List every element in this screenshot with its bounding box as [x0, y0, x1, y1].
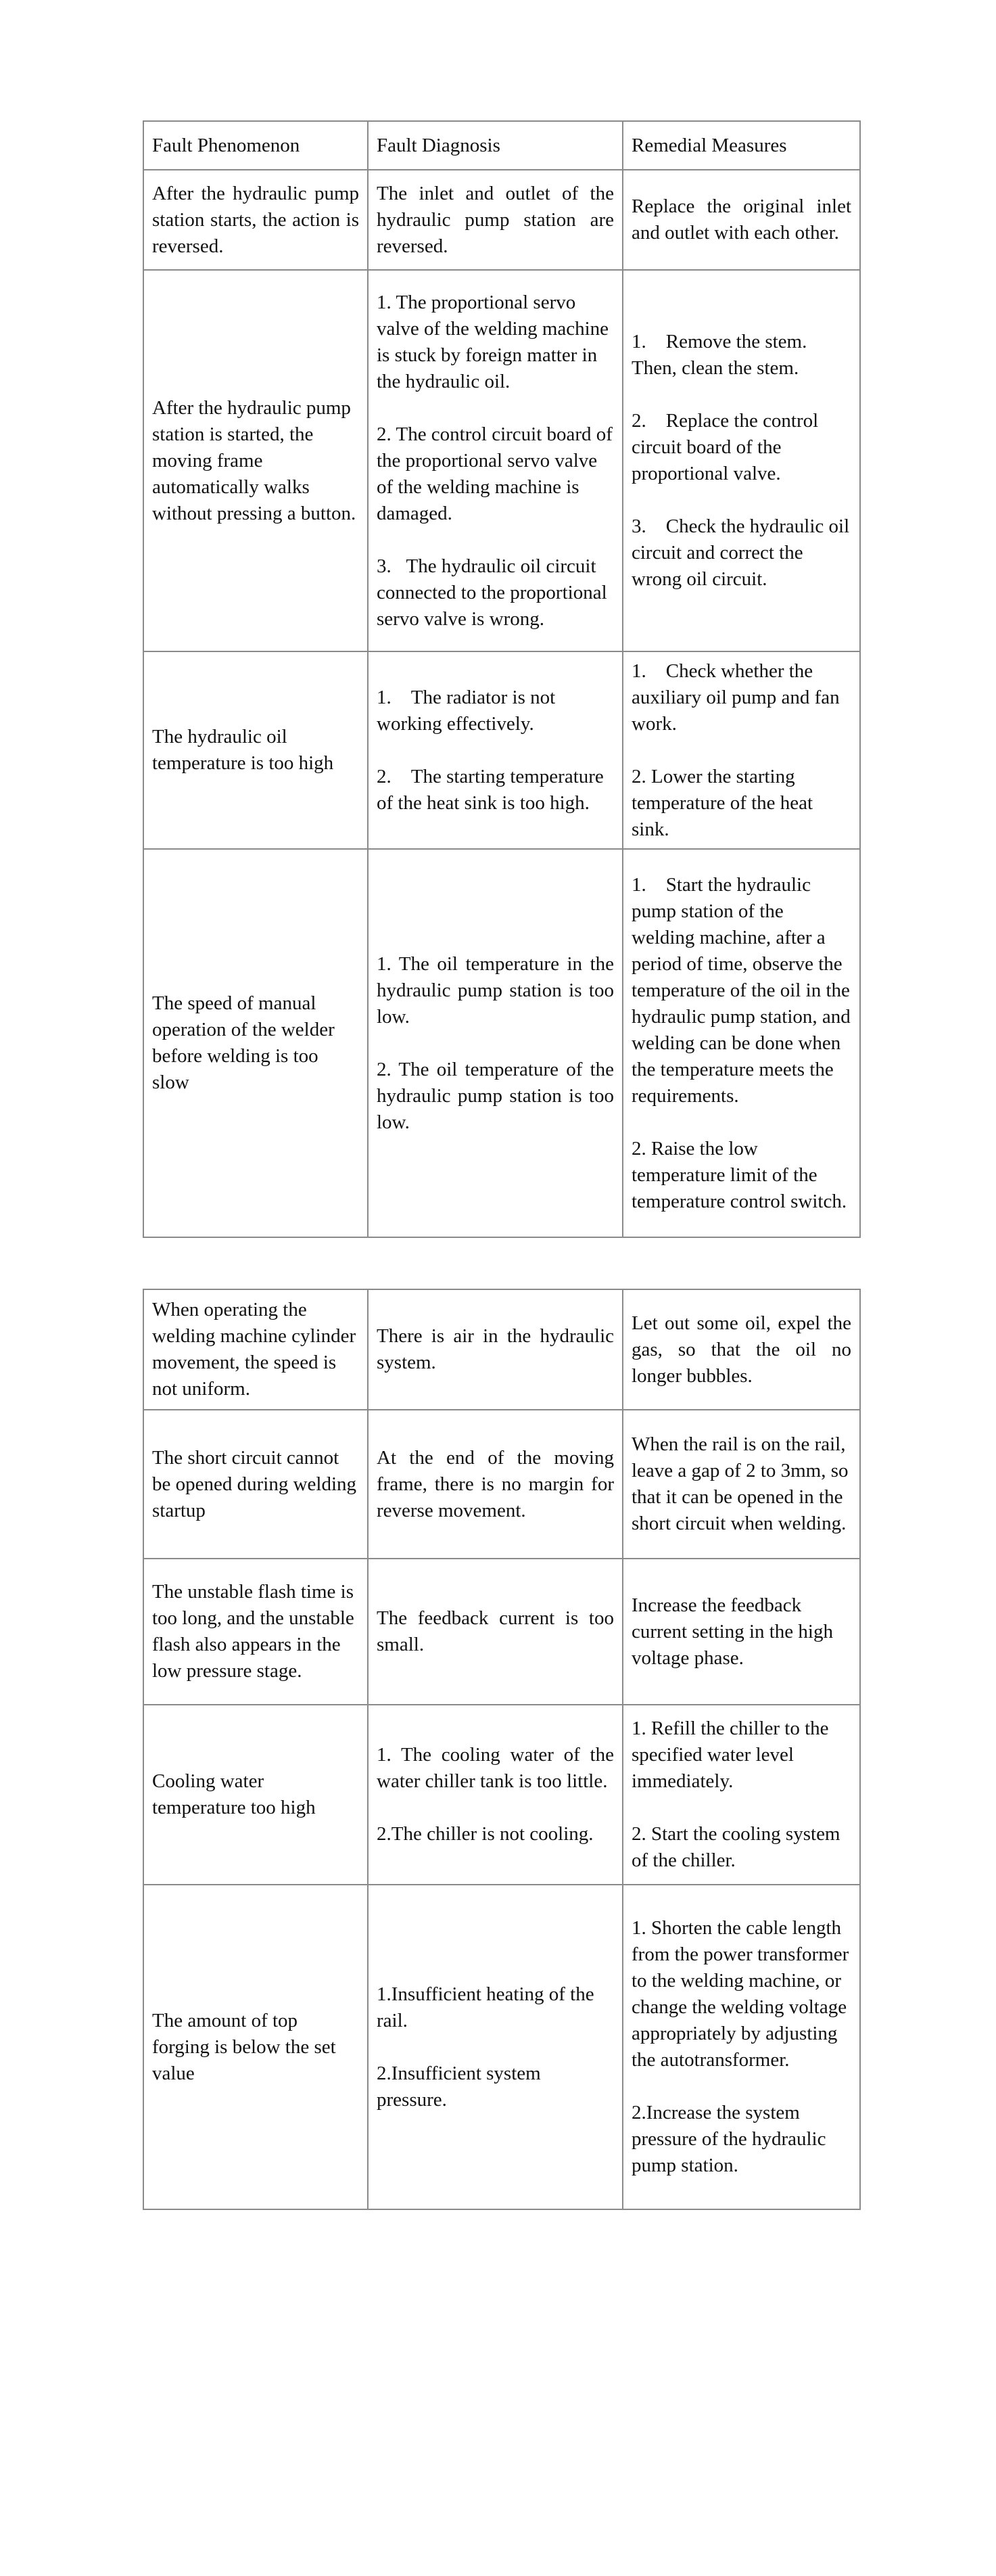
- diagnosis-item: 2. The control circuit board of the proportional servo valve of the welding machine is damaged.: [377, 423, 613, 524]
- remedy-cell: [623, 849, 860, 1237]
- remedy-cell: [623, 1705, 860, 1885]
- table-row: [143, 849, 860, 1237]
- remedy-item: Let out some oil, expel the gas, so that the oil no longer bubbles.: [632, 1312, 851, 1387]
- remedy-item: 3. Check the hydraulic oil circuit and correct the wrong oil circuit.: [632, 515, 850, 590]
- phenomenon-cell: When operating the welding machine cylinder movement, the speed is not uniform.: [143, 1289, 368, 1410]
- phenomenon-cell: The amount of top forging is below the set value: [143, 1885, 368, 2209]
- diagnosis-item: 1. The oil temperature in the hydraulic pump station is too low.: [377, 952, 614, 1028]
- diagnosis-item: The inlet and outlet of the hydraulic pump station are reversed.: [377, 182, 614, 257]
- table-row: [143, 270, 860, 651]
- diagnosis-cell: [368, 1705, 623, 1885]
- remedy-item: 1. Refill the chiller to the specified water level immediately.: [632, 1718, 829, 1792]
- diagnosis-item: 1. The radiator is not working effectively.: [377, 686, 556, 735]
- table-row: [143, 1410, 860, 1559]
- diagnosis-item: 1. The proportional servo valve of the welding machine is stuck by foreign matter in the hydraulic oil.: [377, 291, 609, 392]
- phenomenon-cell: Cooling water temperature too high: [143, 1705, 368, 1885]
- table-row: [143, 170, 860, 270]
- remedy-item: 1. Start the hydraulic pump station of the welding machine, after a period of time, observe the temperature of the oil in the hydraulic pump station, and welding can be done when the temperature meets the requirements.: [632, 873, 851, 1107]
- header-row: [143, 121, 860, 170]
- diagnosis-item: 2. The starting temperature of the heat sink is too high.: [377, 765, 604, 814]
- diagnosis-item: 1.Insufficient heating of the rail.: [377, 1983, 594, 2031]
- remedy-item: Replace the original inlet and outlet with each other.: [632, 196, 851, 244]
- remedy-cell: [623, 1289, 860, 1410]
- diagnosis-cell: [368, 270, 623, 651]
- fault-table-2: [143, 1289, 861, 2210]
- remedy-item: 2. Start the cooling system of the chiller.: [632, 1823, 840, 1871]
- header-fault-phenomenon: Fault Phenomenon: [143, 121, 368, 170]
- diagnosis-cell: [368, 170, 623, 270]
- remedy-cell: [623, 1559, 860, 1705]
- phenomenon-cell: The unstable flash time is too long, and the unstable flash also appears in the low pressure stage.: [143, 1559, 368, 1705]
- remedy-cell: [623, 270, 860, 651]
- remedy-item: 1. Remove the stem. Then, clean the stem.: [632, 331, 807, 379]
- table-row: [143, 1705, 860, 1885]
- remedy-item: 2. Raise the low temperature limit of the temperature control switch.: [632, 1137, 847, 1212]
- phenomenon-cell: After the hydraulic pump station is started, the moving frame automatically walks without pressing a button.: [143, 270, 368, 651]
- phenomenon-cell: The short circuit cannot be opened during welding startup: [143, 1410, 368, 1559]
- diagnosis-cell: [368, 1885, 623, 2209]
- diagnosis-cell: [368, 849, 623, 1237]
- diagnosis-item: The feedback current is too small.: [377, 1607, 614, 1655]
- diagnosis-cell: [368, 1410, 623, 1559]
- remedy-cell: [623, 1885, 860, 2209]
- diagnosis-item: 2.The chiller is not cooling.: [377, 1823, 594, 1845]
- diagnosis-item: 2. The oil temperature of the hydraulic pump station is too low.: [377, 1058, 614, 1133]
- diagnosis-item: At the end of the moving frame, there is no margin for reverse movement.: [377, 1446, 614, 1521]
- header-fault-diagnosis: Fault Diagnosis: [368, 121, 623, 170]
- phenomenon-cell: The hydraulic oil temperature is too high: [143, 651, 368, 849]
- remedy-item: Increase the feedback current setting in the high voltage phase.: [632, 1594, 833, 1669]
- remedy-cell: [623, 170, 860, 270]
- table-row: [143, 651, 860, 849]
- diagnosis-item: 3. The hydraulic oil circuit connected to the proportional servo valve is wrong.: [377, 555, 607, 630]
- remedy-item: 2. Lower the starting temperature of the heat sink.: [632, 765, 813, 840]
- diagnosis-item: There is air in the hydraulic system.: [377, 1325, 614, 1373]
- diagnosis-cell: [368, 1559, 623, 1705]
- phenomenon-cell: The speed of manual operation of the welder before welding is too slow: [143, 849, 368, 1237]
- phenomenon-cell: After the hydraulic pump station starts, the action is reversed.: [143, 170, 368, 270]
- table-row: [143, 1885, 860, 2209]
- remedy-item: 2.Increase the system pressure of the hydraulic pump station.: [632, 2102, 826, 2176]
- table-row: [143, 1289, 860, 1410]
- diagnosis-item: 2.Insufficient system pressure.: [377, 2062, 541, 2111]
- remedy-item: 1. Check whether the auxiliary oil pump and fan work.: [632, 660, 840, 735]
- remedy-cell: [623, 1410, 860, 1559]
- remedy-item: 1. Shorten the cable length from the power transformer to the welding machine, or change the welding voltage appropriately by adjusting the autotransformer.: [632, 1917, 849, 2071]
- remedy-item: 2. Replace the control circuit board of the proportional valve.: [632, 410, 819, 484]
- diagnosis-cell: [368, 651, 623, 849]
- diagnosis-cell: [368, 1289, 623, 1410]
- header-remedial-measures: Remedial Measures: [623, 121, 860, 170]
- table-row: [143, 1559, 860, 1705]
- diagnosis-item: 1. The cooling water of the water chiller tank is too little.: [377, 1744, 614, 1792]
- remedy-cell: [623, 651, 860, 849]
- fault-table-1: [143, 120, 861, 1238]
- remedy-item: When the rail is on the rail, leave a gap of 2 to 3mm, so that it can be opened in the short circuit when welding.: [632, 1433, 849, 1534]
